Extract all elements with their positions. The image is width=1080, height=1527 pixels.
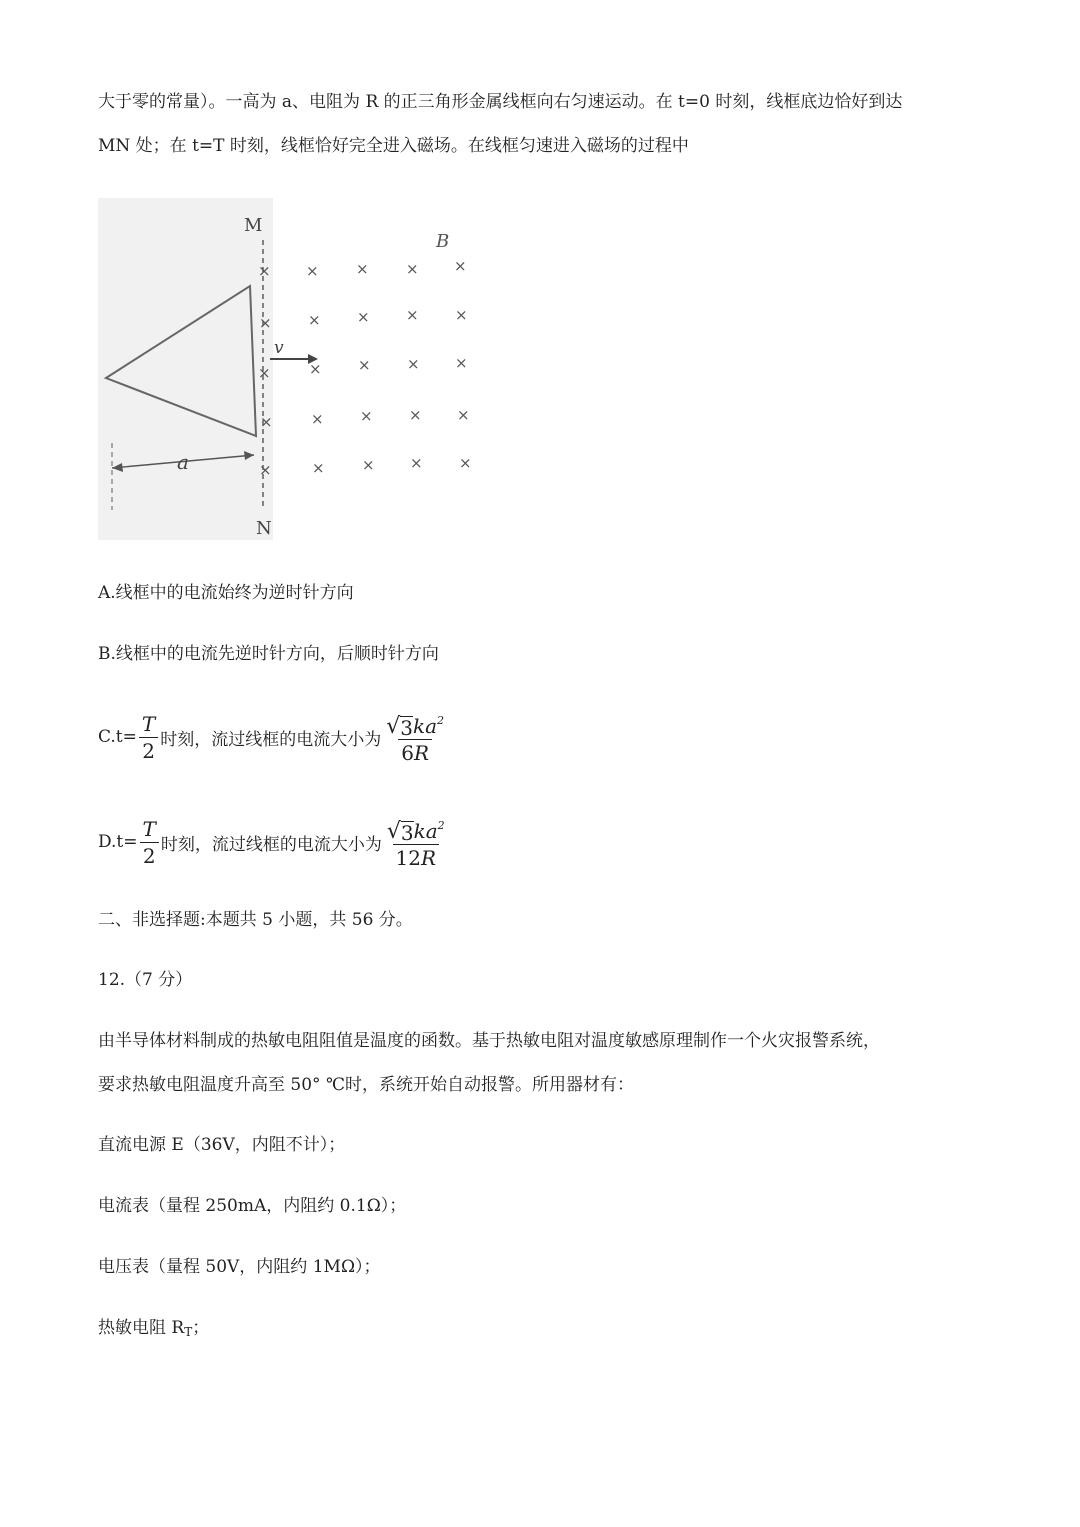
field-cross: × bbox=[454, 257, 467, 275]
field-cross: × bbox=[357, 308, 370, 326]
option-d-prefix: D.t= bbox=[98, 832, 138, 852]
field-cross: × bbox=[459, 454, 472, 472]
thermistor-label: 热敏电阻 R bbox=[98, 1318, 185, 1338]
equipment-power-source: 直流电源 E（36V，内阻不计）； bbox=[98, 1135, 346, 1155]
intro-line-1: 大于零的常量）。一高为 a、电阻为 R 的正三角形金属线框向右匀速运动。在 t=0 时刻，线框底边恰好到达 bbox=[98, 92, 903, 112]
field-cross: × bbox=[407, 355, 420, 373]
thermistor-subscript: T bbox=[184, 1325, 193, 1339]
option-c-time-fraction bbox=[139, 711, 158, 764]
option-d-current-num: √ 3 $ka^2$ bbox=[386, 819, 445, 845]
thermistor-end: ； bbox=[192, 1318, 210, 1338]
field-cross: × bbox=[308, 311, 321, 329]
option-d-exp: 2 bbox=[437, 819, 445, 832]
field-cross: × bbox=[360, 407, 373, 425]
field-cross: × bbox=[259, 461, 272, 479]
triangle-frame-diagram bbox=[98, 198, 498, 540]
label-v: v bbox=[274, 338, 284, 358]
question-12-line-1: 由半导体材料制成的热敏电阻阻值是温度的函数。基于热敏电阻对温度敏感原理制作一个火灾报警系统， bbox=[98, 1031, 880, 1051]
option-d-current-fraction bbox=[384, 813, 448, 871]
option-d-den-coef: 12 bbox=[395, 846, 421, 870]
option-c bbox=[98, 708, 449, 766]
field-cross: × bbox=[306, 262, 319, 280]
option-c-den-coef: 6 bbox=[401, 741, 414, 765]
field-cross: × bbox=[356, 260, 369, 278]
field-cross: × bbox=[259, 314, 272, 332]
option-c-current-num: √ 3 $ka^2$ bbox=[386, 714, 445, 740]
option-c-num-rest: ka bbox=[413, 714, 438, 738]
option-c-current-fraction bbox=[383, 708, 447, 766]
option-c-exp: 2 bbox=[437, 714, 445, 727]
option-d-current-den bbox=[393, 844, 440, 871]
option-d-time-fraction bbox=[140, 816, 159, 869]
field-cross: × bbox=[406, 306, 419, 324]
field-cross: × bbox=[406, 260, 419, 278]
option-b: B.线框中的电流先逆时针方向，后顺时针方向 bbox=[98, 644, 439, 664]
label-n: N bbox=[256, 518, 272, 539]
option-d bbox=[98, 813, 450, 871]
field-cross: × bbox=[409, 406, 422, 424]
field-cross: × bbox=[457, 406, 470, 424]
intro-line-2: MN 处；在 t=T 时刻，线框恰好完全进入磁场。在线框匀速进入磁场的过程中 bbox=[98, 136, 689, 156]
question-12-header: 12.（7 分） bbox=[98, 970, 193, 990]
option-c-den-var: R bbox=[413, 741, 430, 765]
option-d-den-var: R bbox=[420, 846, 437, 870]
label-a: a bbox=[177, 450, 189, 474]
field-cross: × bbox=[362, 456, 375, 474]
option-c-sqrt-arg: 3 bbox=[400, 716, 413, 740]
section-2-title: 二、非选择题:本题共 5 小题，共 56 分。 bbox=[98, 910, 413, 930]
field-cross: × bbox=[260, 413, 273, 431]
equipment-thermistor bbox=[98, 1316, 209, 1344]
field-cross: × bbox=[358, 356, 371, 374]
option-c-middle: 时刻，流过线框的电流大小为 bbox=[160, 729, 382, 750]
question-12-line-2: 要求热敏电阻温度升高至 50° ℃时，系统开始自动报警。所用器材有： bbox=[98, 1075, 634, 1095]
option-c-prefix: C.t= bbox=[98, 727, 137, 747]
field-cross: × bbox=[312, 459, 325, 477]
option-d-sqrt-arg: 3 bbox=[400, 821, 414, 845]
field-cross: × bbox=[309, 360, 322, 378]
equipment-voltmeter: 电压表（量程 50V，内阻约 1MΩ）； bbox=[98, 1257, 381, 1277]
equipment-ammeter: 电流表（量程 250mA，内阻约 0.1Ω）； bbox=[98, 1196, 407, 1216]
option-d-middle: 时刻，流过线框的电流大小为 bbox=[160, 834, 382, 855]
field-cross: × bbox=[410, 454, 423, 472]
field-cross: × bbox=[455, 306, 468, 324]
field-cross: × bbox=[311, 410, 324, 428]
field-cross: × bbox=[258, 364, 271, 382]
option-c-time-num: T bbox=[141, 711, 156, 736]
option-d-time-num: T bbox=[142, 816, 156, 841]
option-d-time-den: 2 bbox=[140, 842, 159, 869]
label-b: B bbox=[436, 231, 450, 252]
option-d-num-rest: ka bbox=[413, 819, 438, 843]
option-c-time-den: 2 bbox=[139, 737, 158, 764]
scan-shade bbox=[98, 198, 273, 540]
physics-figure bbox=[98, 198, 498, 540]
option-a: A.线框中的电流始终为逆时针方向 bbox=[98, 583, 354, 603]
magnetic-field bbox=[258, 257, 472, 479]
field-cross: × bbox=[455, 354, 468, 372]
field-cross: × bbox=[258, 262, 271, 280]
option-c-current-den bbox=[398, 739, 432, 766]
label-m: M bbox=[244, 215, 263, 236]
